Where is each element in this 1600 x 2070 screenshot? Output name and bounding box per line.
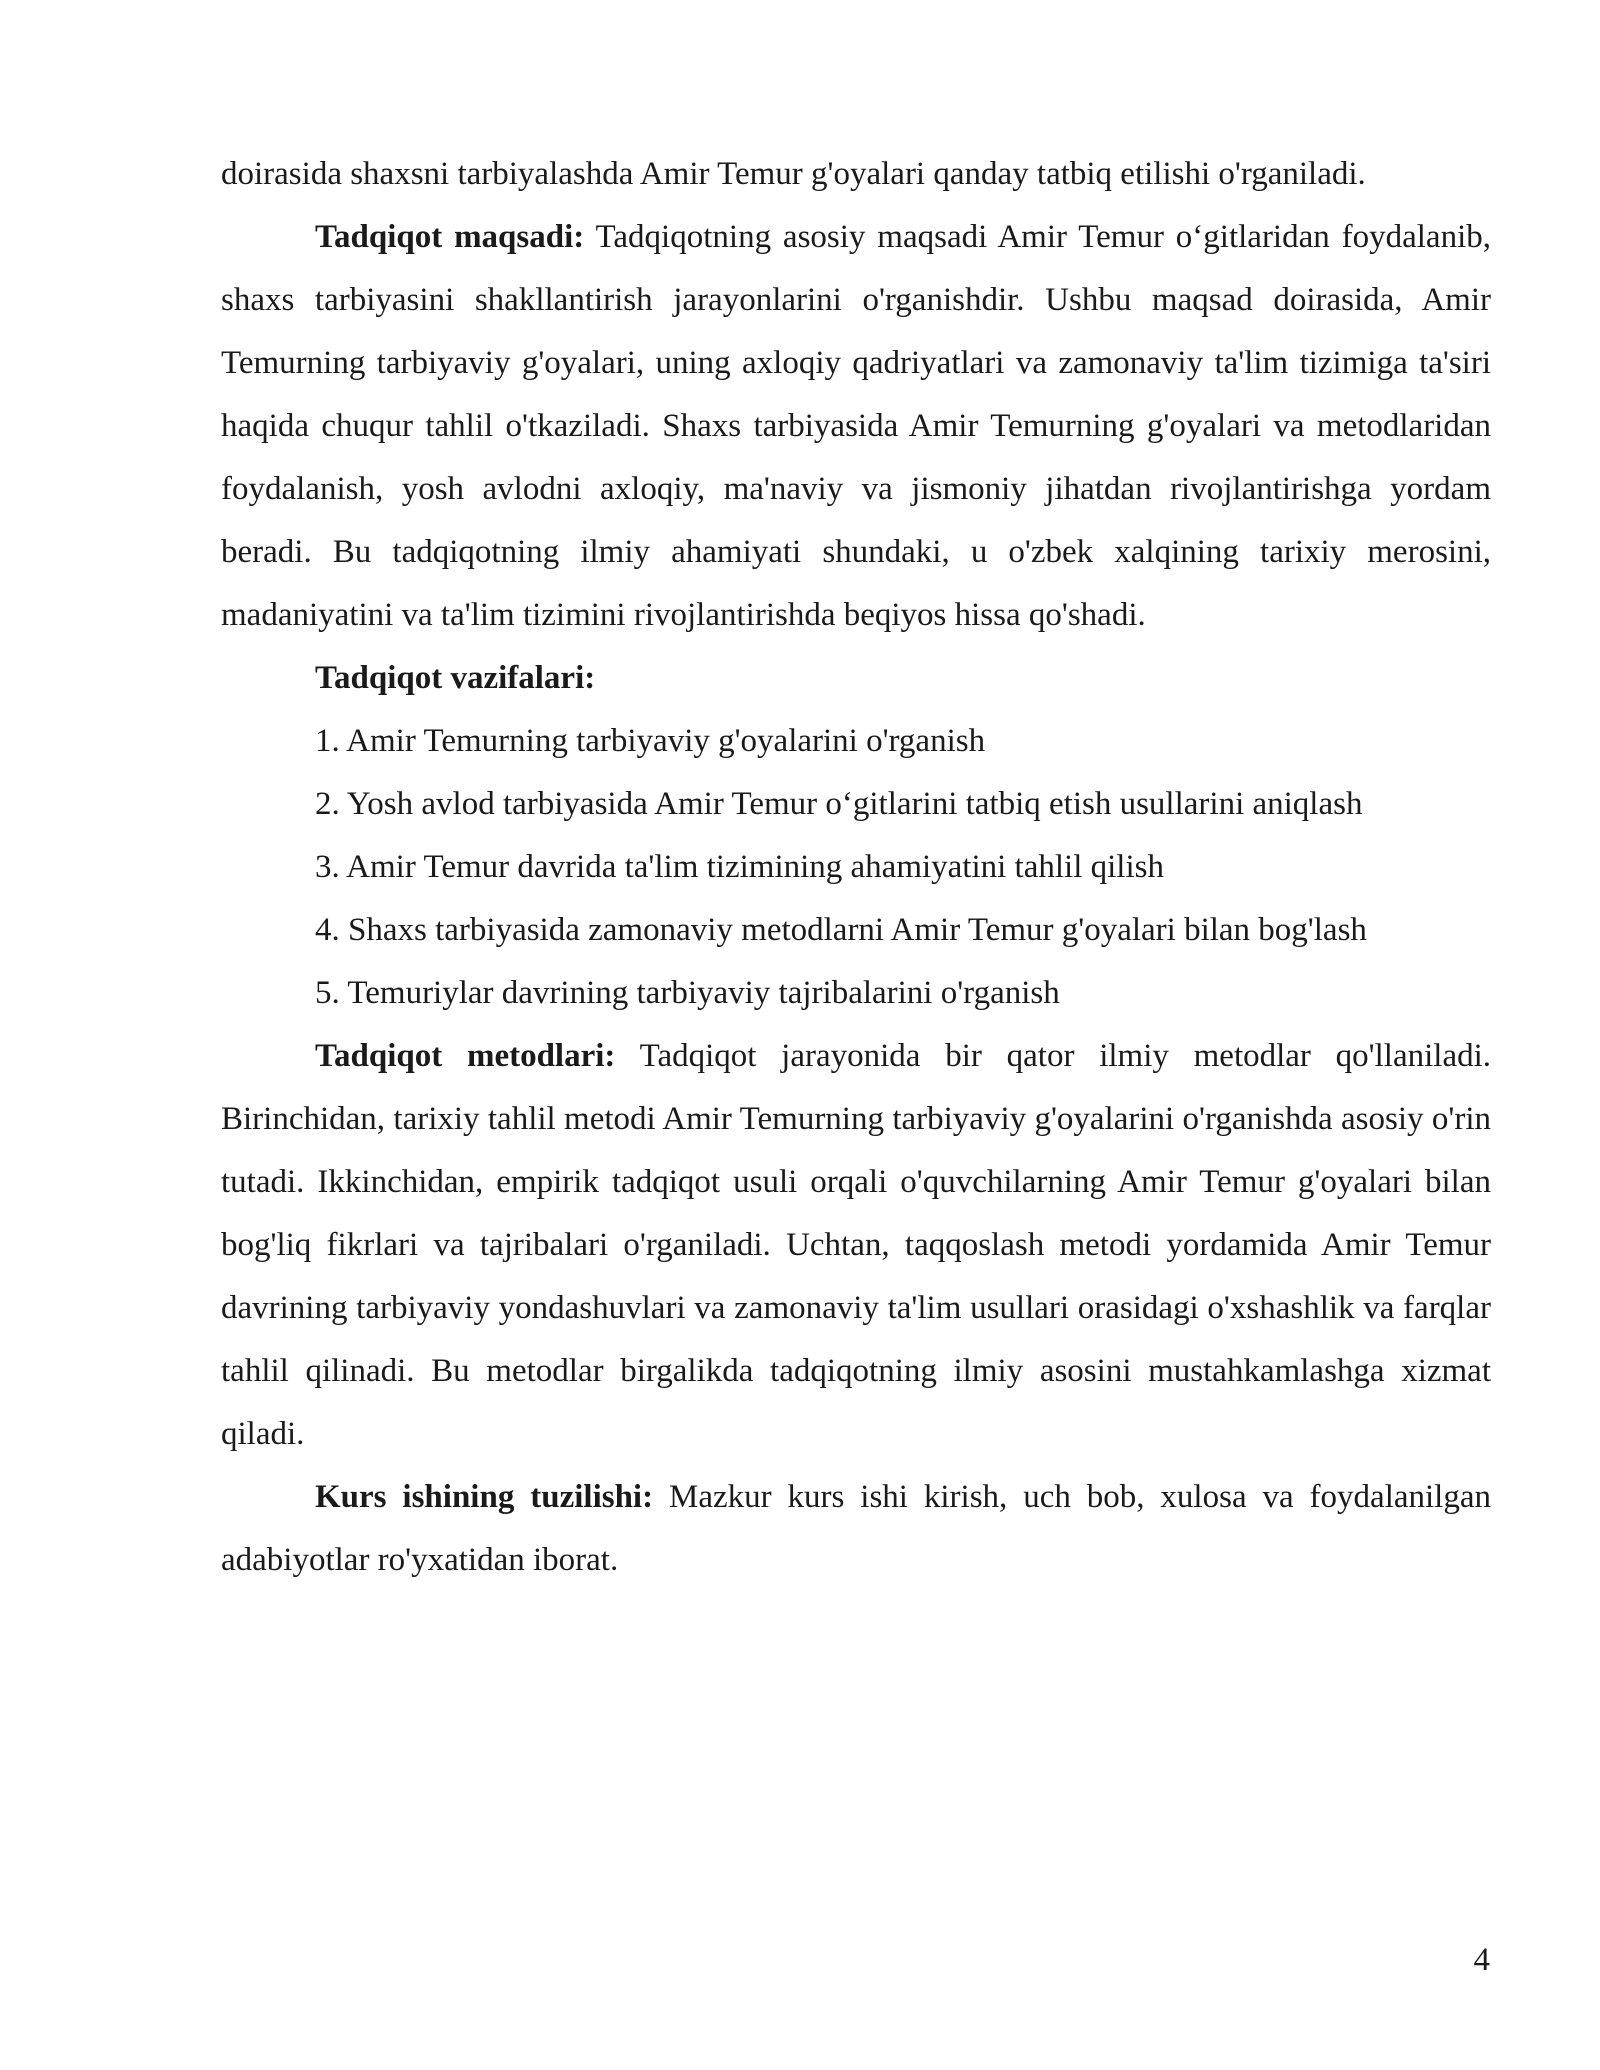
methods-paragraph	[221, 1025, 1491, 1466]
task-item-2: 2. Yosh avlod tarbiyasida Amir Temur o‘gitlarini tatbiq etish usullarini aniqlash	[315, 786, 1363, 822]
document-page	[221, 143, 1491, 1592]
structure-heading: Kurs ishining tuzilishi:	[315, 1479, 654, 1515]
continuation-paragraph: doirasida shaxsni tarbiyalashda Amir Temur g'oyalari qanday tatbiq etilishi o'rganiladi.	[221, 156, 1366, 192]
methods-text: Tadqiqot jarayonida bir qator ilmiy metodlar qo'llaniladi. Birinchidan, tarixiy tahlil metodi Amir Temurning tarbiyaviy g'oyalarini o'rganishda asosiy o'rin tutadi. Ikkinchidan, empirik tadqiqot usuli orqali o'quvchilarning Amir Temur g'oyalari bilan bog'liq fikrlari va tajribalari o'rganiladi. Uchtan, taqqoslash metodi yordamida Amir Temur davrining tarbiyaviy yondashuvlari va zamonaviy ta'lim usullari orasidagi o'xshashlik va farqlar tahlil qilinadi. Bu metodlar birgalikda tadqiqotning ilmiy asosini mustahkamlashga xizmat qiladi.	[221, 1038, 1492, 1452]
task-item-5: 5. Temuriylar davrining tarbiyaviy tajribalarini o'rganish	[315, 975, 1060, 1011]
structure-paragraph	[221, 1466, 1491, 1592]
task-item-4: 4. Shaxs tarbiyasida zamonaviy metodlarni Amir Temur g'oyalari bilan bog'lash	[315, 912, 1367, 948]
goal-heading: Tadqiqot maqsadi:	[315, 219, 585, 255]
task-item-1: 1. Amir Temurning tarbiyaviy g'oyalarini o'rganish	[315, 723, 986, 759]
task-item-3: 3. Amir Temur davrida ta'lim tizimining ahamiyatini tahlil qilish	[315, 849, 1164, 885]
tasks-heading-paragraph	[221, 647, 1491, 710]
tasks-heading: Tadqiqot vazifalari:	[315, 660, 596, 696]
goal-paragraph	[221, 206, 1491, 647]
methods-heading: Tadqiqot metodlari:	[315, 1038, 616, 1074]
page-number: 4	[1473, 1942, 1490, 1978]
goal-text: Tadqiqotning asosiy maqsadi Amir Temur o‘gitlaridan foydalanib, shaxs tarbiyasini shakllantirish jarayonlarini o'rganishdir. Ushbu maqsad doirasida, Amir Temurning tarbiyaviy g'oyalari, uning axloqiy qadriyatlari va zamonaviy ta'lim tizimiga ta'siri haqida chuqur tahlil o'tkaziladi. Shaxs tarbiyasida Amir Temurning g'oyalari va metodlaridan foydalanish, yosh avlodni axloqiy, ma'naviy va jismoniy jihatdan rivojlantirishga yordam beradi. Bu tadqiqotning ilmiy ahamiyati shundaki, u o'zbek xalqining tarixiy merosini, madaniyatini va ta'lim tizimini rivojlantirishda beqiyos hissa qo'shadi.	[221, 219, 1491, 633]
structure-text: Mazkur kurs ishi kirish, uch bob, xulosa va foydalanilgan adabiyotlar ro'yxatidan iborat.	[221, 1479, 1491, 1578]
